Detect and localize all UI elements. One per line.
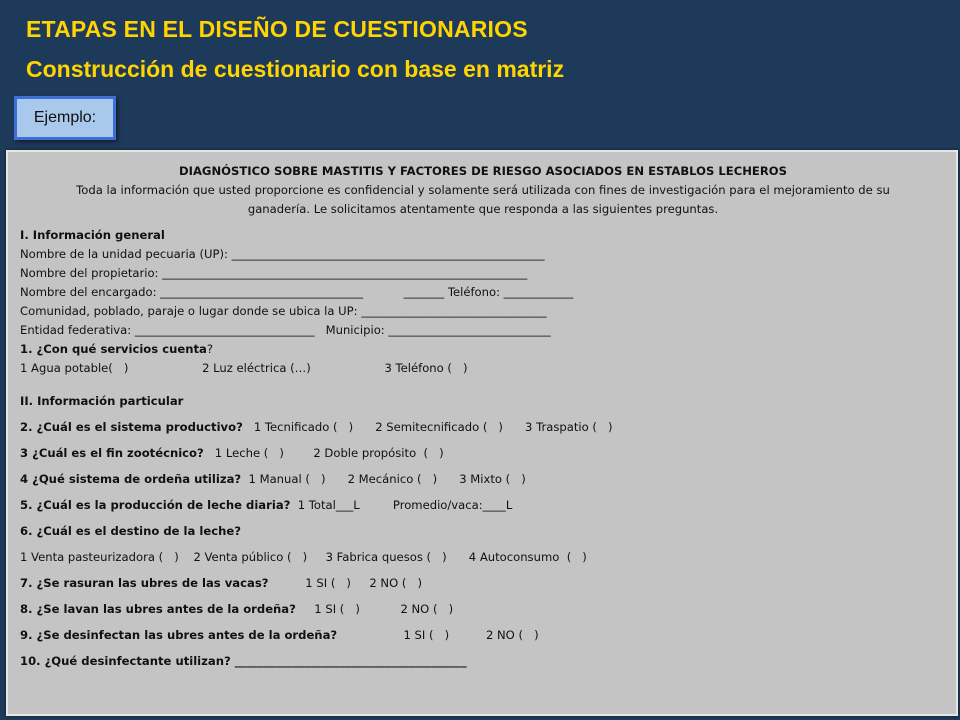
question-10	[20, 652, 946, 671]
question-10-blank: ________________________________________	[230, 654, 467, 668]
question-4-text: 4 ¿Qué sistema de ordeña utiliza?	[20, 472, 242, 486]
question-1-text: 1. ¿Con qué servicios cuenta	[20, 342, 207, 356]
question-4-options: 1 Manual ( ) 2 Mecánico ( ) 3 Mixto ( )	[241, 472, 526, 486]
example-button[interactable]: Ejemplo:	[14, 96, 116, 140]
question-7-options: 1 SI ( ) 2 NO ( )	[268, 576, 423, 590]
questionnaire-panel	[6, 150, 958, 716]
field-state: Entidad federativa: _______________________________ Municipio: ____________________________	[20, 323, 551, 337]
question-8-options: 1 SI ( ) 2 NO ( )	[295, 602, 454, 616]
question-2-options: 1 Tecnificado ( ) 2 Semitecnificado ( ) 3 Traspatio ( )	[242, 420, 613, 434]
question-1	[20, 340, 946, 359]
question-1-mark: ?	[206, 342, 213, 356]
question-4	[20, 470, 946, 489]
question-9-options: 1 SI ( ) 2 NO ( )	[337, 628, 539, 642]
question-9	[20, 626, 946, 645]
question-6-options: 1 Venta pasteurizadora ( ) 2 Venta público ( ) 3 Fabrica quesos ( ) 4 Autoconsumo ( )	[20, 550, 587, 564]
page-subtitle: Construcción de cuestionario con base en matriz	[26, 56, 565, 82]
question-1-options: 1 Agua potable( ) 2 Luz eléctrica (…) 3 Teléfono ( )	[20, 361, 468, 375]
question-5	[20, 496, 946, 515]
form-intro-line-1: Toda la información que usted proporcione es confidencial y solamente será utilizada con fines de investigación para el mejoramiento de su	[76, 183, 890, 197]
question-3-text: 3 ¿Cuál es el fin zootécnico?	[20, 446, 204, 460]
page-title: ETAPAS EN EL DISEÑO DE CUESTIONARIOS	[26, 16, 528, 42]
question-5-options: 1 Total___L Promedio/vaca:____L	[290, 498, 513, 512]
question-3	[20, 444, 946, 463]
field-unit-name: Nombre de la unidad pecuaria (UP): ______________________________________________________	[20, 247, 545, 261]
form-intro-line-2: ganadería. Le solicitamos atentamente que responda a las siguientes preguntas.	[247, 202, 719, 216]
question-7-text: 7. ¿Se rasuran las ubres de las vacas?	[20, 576, 269, 590]
field-manager-name: Nombre del encargado: ___________________________________ _______ Teléfono: ____________	[20, 285, 574, 299]
question-5-text: 5. ¿Cuál es la producción de leche diaria?	[20, 498, 291, 512]
question-6-text: 6. ¿Cuál es el destino de la leche?	[20, 524, 241, 538]
question-10-text: 10. ¿Qué desinfectante utilizan?	[20, 654, 231, 668]
section-general-info: I. Información general	[20, 228, 165, 242]
question-2	[20, 418, 946, 437]
question-9-text: 9. ¿Se desinfectan las ubres antes de la ordeña?	[20, 628, 338, 642]
field-owner-name: Nombre del propietario: _______________________________________________________________	[20, 266, 528, 280]
question-2-text: 2. ¿Cuál es el sistema productivo?	[20, 420, 243, 434]
question-8-text: 8. ¿Se lavan las ubres antes de la ordeña?	[20, 602, 296, 616]
field-community: Comunidad, poblado, paraje o lugar donde se ubica la UP: ________________________________	[20, 304, 547, 318]
form-heading: DIAGNÓSTICO SOBRE MASTITIS Y FACTORES DE RIESGO ASOCIADOS EN ESTABLOS LECHEROS	[179, 164, 787, 178]
question-8	[20, 600, 946, 619]
section-particular-info: II. Información particular	[20, 394, 184, 408]
question-7	[20, 574, 946, 593]
question-3-options: 1 Leche ( ) 2 Doble propósito ( )	[203, 446, 444, 460]
